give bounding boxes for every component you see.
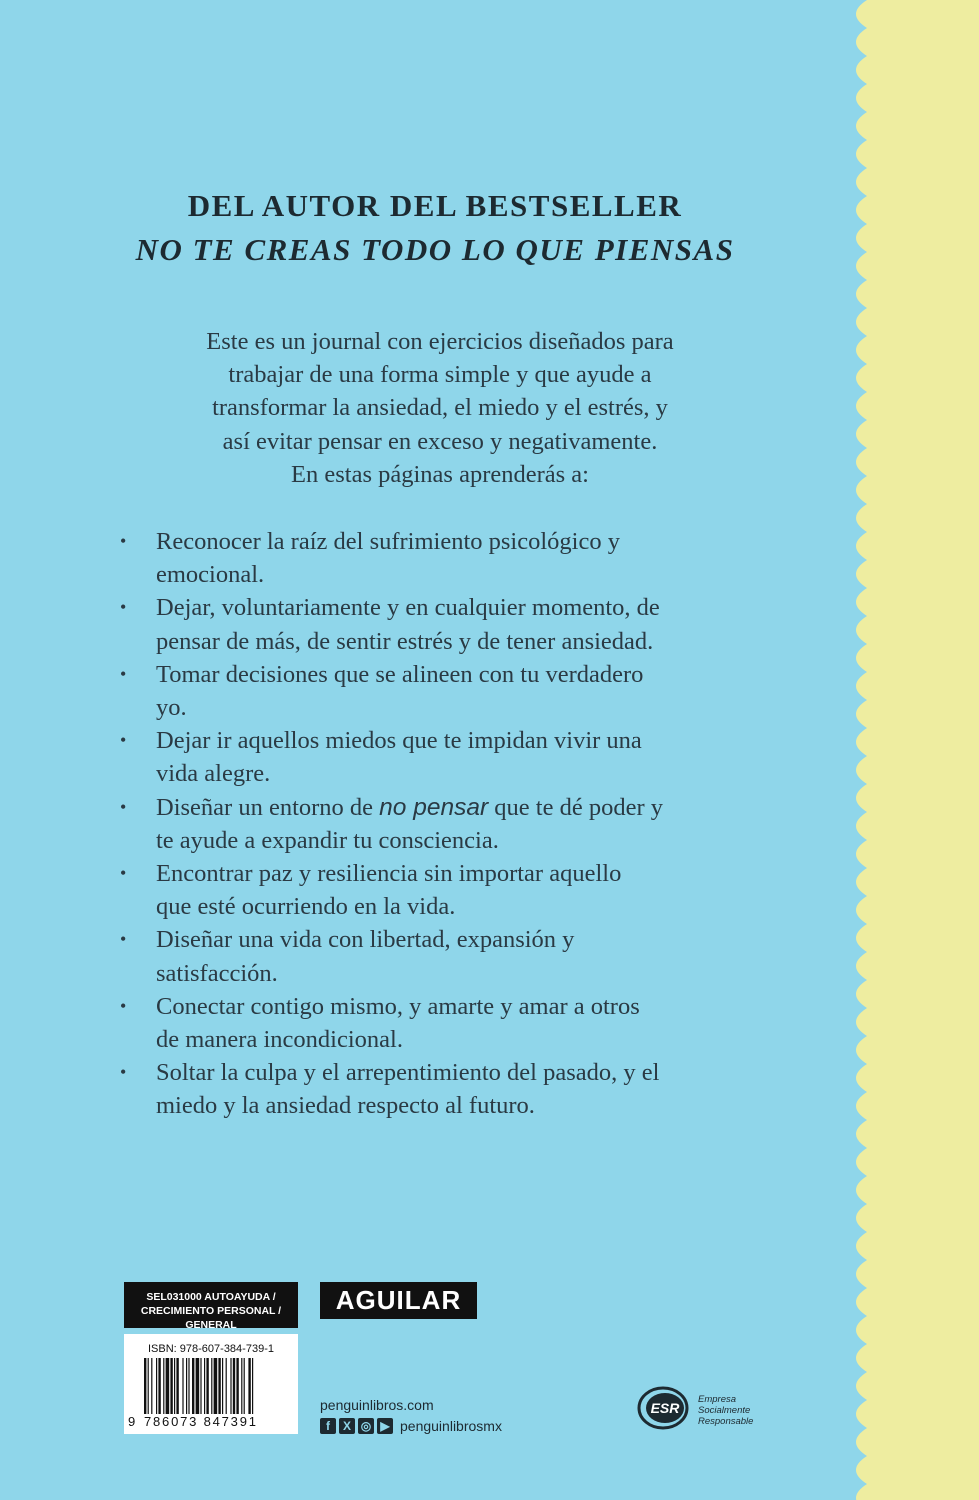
list-item-text: Conectar contigo mismo, y amarte y amar a otros — [156, 992, 640, 1020]
bullet-icon: • — [120, 597, 127, 618]
x-icon[interactable]: X — [339, 1418, 355, 1434]
list-item-text: vida alegre. — [156, 760, 271, 788]
intro-line: Este es un journal con ejercicios diseñados para — [206, 328, 674, 355]
list-item — [120, 857, 780, 923]
esr-label — [698, 1394, 753, 1427]
isbn-text: ISBN: 978-607-384-739-1 — [148, 1343, 274, 1355]
bullet-icon: • — [120, 863, 127, 884]
barcode-first-digit: 9 — [128, 1414, 136, 1429]
list-item — [120, 923, 780, 989]
list-item-text: de manera incondicional. — [156, 1026, 403, 1054]
category-line: SEL031000 AUTOAYUDA / — [146, 1291, 276, 1303]
list-item — [120, 525, 780, 591]
social-links — [320, 1418, 502, 1434]
list-item-text: pensar de más, de sentir estrés y de tener ansiedad. — [156, 627, 654, 655]
list-item — [120, 591, 780, 657]
publisher-logo: AGUILAR — [320, 1282, 477, 1319]
bullet-icon: • — [120, 995, 127, 1016]
bullet-icon: • — [120, 796, 127, 817]
bullet-icon: • — [120, 730, 127, 751]
barcode-bars-icon — [144, 1358, 294, 1416]
intro-line: trabajar de una forma simple y que ayude a — [228, 361, 652, 389]
list-item-text: yo. — [156, 694, 187, 722]
list-item-text: que esté ocurriendo en la vida. — [156, 893, 456, 921]
instagram-icon[interactable]: ◎ — [358, 1418, 374, 1434]
category-line: CRECIMIENTO PERSONAL / GENERAL — [140, 1305, 282, 1331]
wavy-yellow-edge — [849, 0, 979, 1500]
barcode — [124, 1334, 298, 1434]
intro-line: En estas páginas aprenderás a: — [291, 460, 589, 488]
list-item — [120, 1056, 780, 1122]
esr-badge-icon — [636, 1384, 694, 1432]
list-item — [120, 990, 780, 1056]
list-item-text: Reconocer la raíz del sufrimiento psicológico y — [156, 528, 620, 555]
intro-line: así evitar pensar en exceso y negativamente. — [222, 427, 658, 455]
intro-line: transformar la ansiedad, el miedo y el estrés, y — [212, 394, 668, 422]
list-item-text: Tomar decisiones que se alineen con tu verdadero — [156, 660, 644, 688]
category-label — [124, 1282, 298, 1331]
list-item-text: miedo y la ansiedad respecto al futuro. — [156, 1092, 535, 1120]
headline-line-1: DEL AUTOR DEL BESTSELLER — [187, 188, 683, 223]
barcode-digits: 786073 847391 — [144, 1414, 258, 1429]
website-link[interactable]: penguinlibros.com — [320, 1397, 434, 1413]
bullet-icon: • — [120, 929, 127, 950]
list-item-text-part: Diseñar un entorno de — [156, 793, 380, 821]
esr-badge-text: ESR — [650, 1400, 680, 1416]
social-handle[interactable]: penguinlibrosmx — [400, 1418, 502, 1434]
list-item-text — [156, 791, 780, 824]
list-item-text: Soltar la culpa y el arrepentimiento del pasado, y el — [156, 1059, 660, 1087]
list-item-text: emocional. — [156, 561, 265, 589]
bullet-icon: • — [120, 531, 127, 551]
list-item — [120, 724, 780, 790]
intro-paragraph — [120, 325, 760, 491]
list-item — [120, 658, 780, 724]
list-item-text: Encontrar paz y resiliencia sin importar aquello — [156, 860, 622, 888]
bullet-icon: • — [120, 663, 127, 684]
headline — [90, 184, 780, 272]
facebook-icon[interactable]: f — [320, 1418, 336, 1434]
bullet-list — [120, 525, 780, 1123]
list-item-text: te ayude a expandir tu consciencia. — [156, 826, 499, 854]
bullet-icon: • — [120, 1062, 127, 1083]
headline-book-title: NO TE CREAS TODO LO QUE PIENSAS — [135, 232, 735, 267]
list-item-text: Dejar, voluntariamente y en cualquier momento, de — [156, 594, 660, 622]
list-item-text-part: que te dé poder y — [488, 793, 663, 821]
list-item — [120, 791, 780, 857]
list-item-text: Dejar ir aquellos miedos que te impidan vivir una — [156, 727, 642, 755]
esr-label-line: Responsable — [698, 1416, 754, 1427]
esr-label-line: Empresa — [698, 1394, 737, 1405]
youtube-icon[interactable]: ▶ — [377, 1418, 393, 1434]
list-item-text: Diseñar una vida con libertad, expansión y — [156, 926, 575, 954]
esr-label-line: Socialmente — [698, 1405, 751, 1416]
list-item-text: satisfacción. — [156, 959, 278, 987]
list-item-italic-term: no pensar — [379, 793, 489, 821]
